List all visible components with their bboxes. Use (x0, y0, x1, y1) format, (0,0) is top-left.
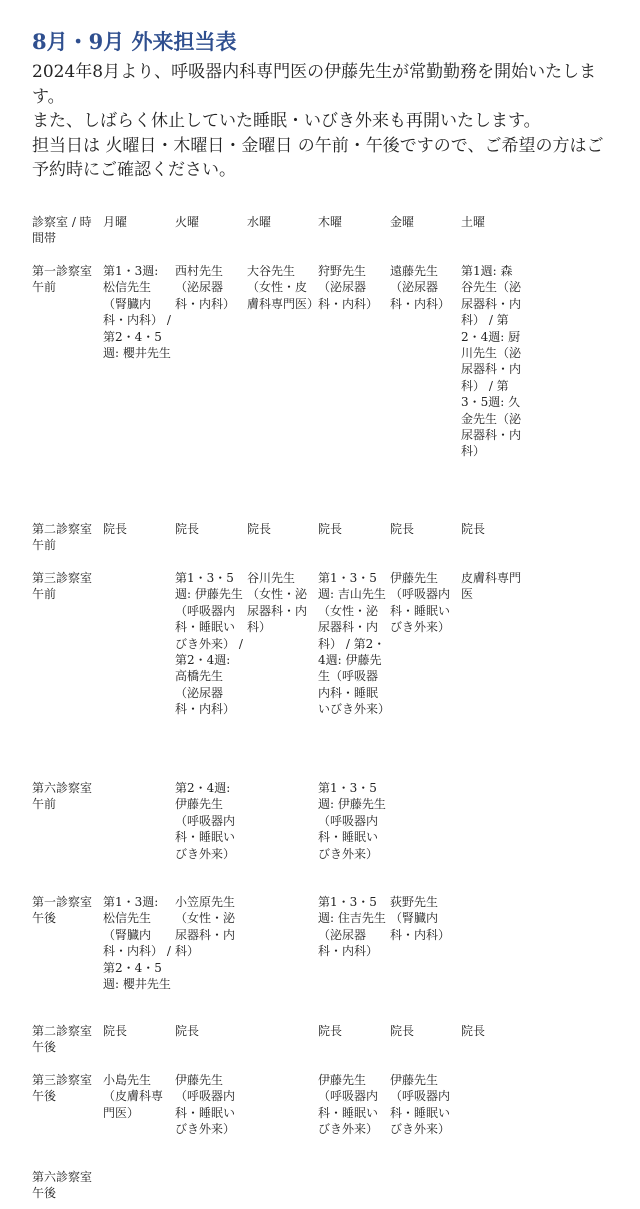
table-cell: 第1・3週: 松信先生（腎臓内科・内科） / 第2・4・5週: 櫻井先生 (103, 264, 171, 361)
column-header: 診察室 / 時間帯 (32, 215, 92, 246)
table-cell: 院長 (318, 522, 343, 536)
table-row (32, 521, 527, 570)
table-cell: 谷川先生（女性・泌尿器科・内科） (247, 571, 308, 635)
table-cell: 第2・4週: 伊藤先生（呼吸器内科・睡眠いびき外来） (175, 781, 236, 861)
column-header: 月曜 (103, 215, 128, 229)
room-cell: 第六診察室 午後 (32, 1170, 93, 1201)
table-cell: 第1・3・5週: 伊藤先生（呼吸器内科・睡眠いびき外来） / 第2・4週: 高橋先生（泌尿器科・内科） (175, 571, 243, 717)
table-cell (390, 1169, 461, 1209)
room-cell: 第一診察室 午前 (32, 264, 93, 295)
table-row (32, 263, 527, 521)
table-cell: 小島先生（皮膚科専門医） (103, 1073, 164, 1120)
column-header: 木曜 (318, 215, 343, 229)
table-cell: 伊藤先生（呼吸器内科・睡眠いびき外来） (390, 571, 451, 635)
table-cell: 第1・3・5週: 吉山先生（女性・泌尿器科・内科） / 第2・4週: 伊藤先生（呼吸器内科・睡眠いびき外来） (318, 571, 391, 717)
table-cell: 第1・3週: 松信先生（腎臓内科・内科） / 第2・4・5週: 櫻井先生 (103, 895, 171, 992)
table-cell: 院長 (175, 1024, 200, 1038)
table-cell: 院長 (390, 1024, 415, 1038)
table-cell: 院長 (175, 522, 200, 536)
room-cell: 第一診察室 午後 (32, 895, 93, 926)
table-cell: 大谷先生（女性・皮膚科専門医） (247, 264, 320, 311)
table-cell (247, 780, 318, 894)
room-cell: 第六診察室 午前 (32, 781, 93, 812)
table-cell (461, 894, 527, 1023)
table-cell (103, 780, 175, 894)
table-cell: 伊藤先生（呼吸器内科・睡眠いびき外来） (318, 1073, 379, 1137)
table-cell (103, 1169, 175, 1209)
column-header: 土曜 (461, 215, 486, 229)
table-cell: 遠藤先生（泌尿器科・内科） (390, 264, 451, 311)
table-cell (461, 1072, 527, 1169)
intro-paragraph: 2024年8月より、呼吸器内科専門医の伊藤先生が常勤勤務を開始いたします。 (32, 62, 597, 107)
table-cell (247, 894, 318, 1023)
table-cell: 小笠原先生（女性・泌尿器科・内科） (175, 895, 236, 959)
table-row (32, 570, 527, 780)
column-header: 火曜 (175, 215, 200, 229)
table-cell: 第1・3・5週: 住吉先生（泌尿器科・内科） (318, 895, 386, 959)
table-cell: 伊藤先生（呼吸器内科・睡眠いびき外来） (390, 1073, 451, 1137)
table-cell (461, 1169, 527, 1209)
schedule-table (32, 214, 527, 1209)
table-cell: 伊藤先生（呼吸器内科・睡眠いびき外来） (175, 1073, 236, 1137)
table-cell: 院長 (461, 522, 486, 536)
table-row (32, 780, 527, 894)
room-cell: 第二診察室 午前 (32, 522, 93, 553)
table-cell (175, 1169, 247, 1209)
room-cell: 第三診察室 午後 (32, 1073, 93, 1104)
column-header: 金曜 (390, 215, 415, 229)
table-row (32, 894, 527, 1023)
table-cell: 西村先生（泌尿器科・内科） (175, 264, 236, 311)
page-title: 8月・9月 外来担当表 (32, 29, 237, 54)
table-cell: 院長 (390, 522, 415, 536)
table-cell (247, 1169, 318, 1209)
table-row (32, 1072, 527, 1169)
table-cell: 荻野先生（腎臓内科・内科） (390, 895, 451, 942)
table-cell: 第1週: 森谷先生（泌尿器科・内科） / 第2・4週: 厨川先生（泌尿器科・内科） / 第3・5週: 久金先生（泌尿器科・内科） (461, 264, 522, 459)
table-cell: 院長 (103, 1024, 128, 1038)
table-cell (390, 780, 461, 894)
room-cell: 第三診察室 午前 (32, 571, 93, 602)
table-header-row (32, 214, 527, 263)
table-cell: 院長 (461, 1024, 486, 1038)
table-cell: 狩野先生（泌尿器科・内科） (318, 264, 379, 311)
table-cell: 皮膚科専門医 (461, 571, 522, 602)
intro-paragraph: また、しばらく休止していた睡眠・いびき外来も再開いたします。 (32, 111, 541, 131)
table-row (32, 1023, 527, 1072)
table-cell: 第1・3・5週: 伊藤先生（呼吸器内科・睡眠いびき外来） (318, 781, 386, 861)
table-cell: 院長 (103, 522, 128, 536)
table-cell: 院長 (247, 522, 272, 536)
table-cell (247, 1072, 318, 1169)
table-cell: 院長 (318, 1024, 343, 1038)
intro-paragraph: 担当日は 火曜日・木曜日・金曜日 の午前・午後ですので、ご希望の方はご予約時にご確認ください。 (32, 135, 604, 180)
table-cell (103, 570, 175, 780)
table-cell (461, 780, 527, 894)
table-cell (247, 1023, 318, 1072)
column-header: 水曜 (247, 215, 272, 229)
table-cell (318, 1169, 390, 1209)
room-cell: 第二診察室 午後 (32, 1024, 93, 1055)
intro-text (32, 60, 608, 183)
table-row (32, 1169, 527, 1209)
